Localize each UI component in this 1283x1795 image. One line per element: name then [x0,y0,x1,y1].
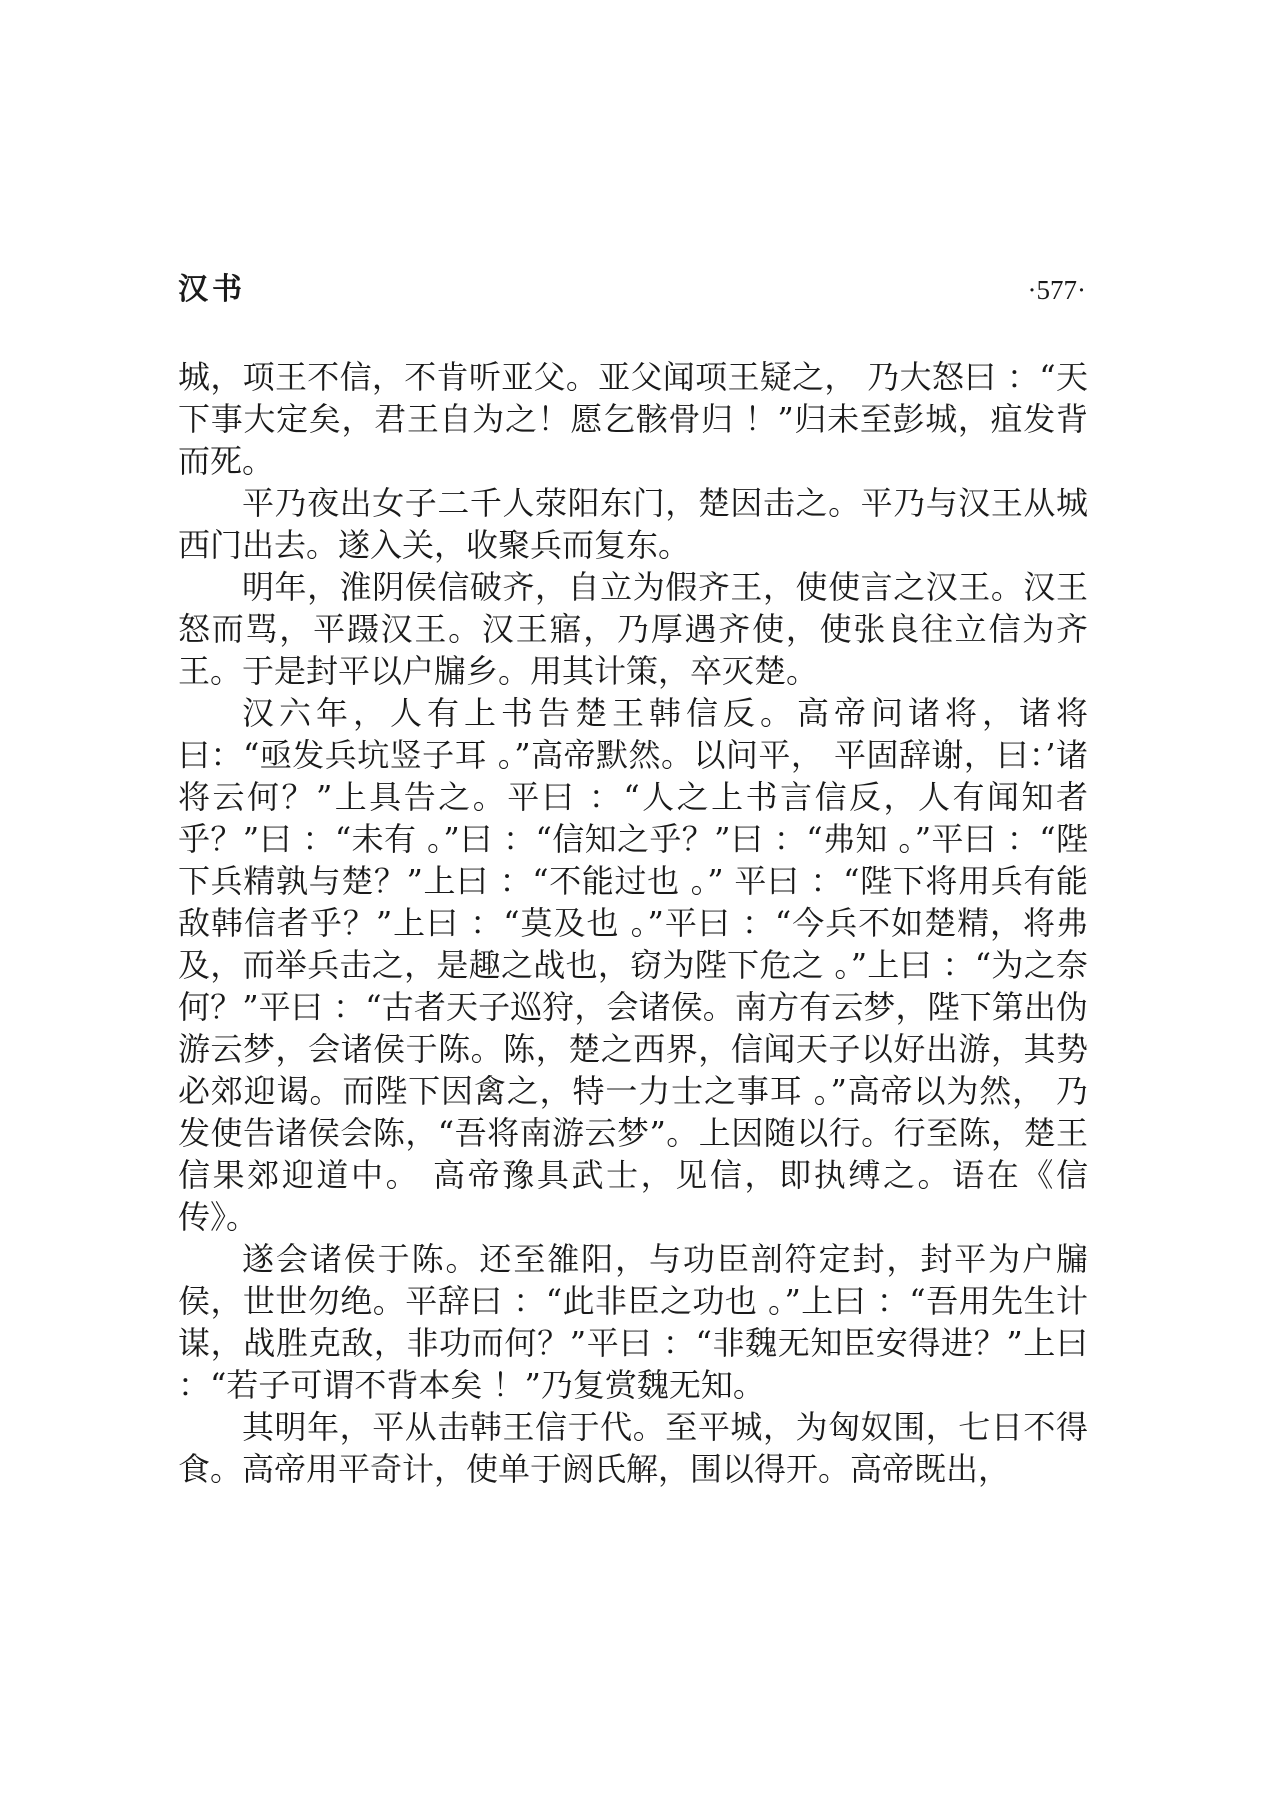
paragraph: 汉六年，人有上书告楚王韩信反。高帝问诸将，诸将曰：“亟发兵坑竖子耳 。”高帝默然。以问平， 平固辞谢，曰：’诸将云何？”上具告之。平曰 ：“人之上书言信反，人有闻知者乎？”曰 ：“未有 。”曰 ：“信知之乎？”曰 ：“弗知 。”平曰 ：“陛下兵精孰与楚？”上曰 ：“不能过也 。” 平曰 ：“陛下将用兵有能敌韩信者乎？”上曰 ：“莫及也 。”平曰 ：“今兵不如楚精，将弗及，而举兵击之，是趣之战也，窃为陛下危之 。”上曰 ：“为之奈何？”平曰 ：“古者天子巡狩，会诸侯。南方有云梦，陛下第出伪游云梦，会诸侯于陈。陈，楚之西界，信闻天子以好出游，其势必郊迎谒。而陛下因禽之，特一力士之事耳 。”高帝以为然， 乃发使告诸侯会陈，“吾将南游云梦”。上因随以行。行至陈，楚王信果郊迎道中。 高帝豫具武士，见信，即执缚之。语在《信传》。 [178,694,1088,1236]
book-title: 汉书 [178,272,246,307]
paragraph: 遂会诸侯于陈。还至雒阳，与功臣剖符定封，封平为户牖侯，世世勿绝。平辞曰 ：“此非臣之功也 。”上曰 ：“吾用先生计谋，战胜克敌，非功而何？”平曰 ：“非魏无知臣安得进？”上曰 ：“若子可谓不背本矣 ！”乃复赏魏无知。 [178,1240,1088,1404]
paragraph: 平乃夜出女子二千人荥阳东门，楚因击之。平乃与汉王从城西门出去。遂入关，收聚兵而复东。 [178,484,1088,564]
running-head [178,268,1086,312]
page-number: ·577· [1027,275,1086,305]
paragraph: 明年，淮阴侯信破齐，自立为假齐王，使使言之汉王。汉王怒而骂，平蹑汉王。汉王寤，乃厚遇齐使，使张良往立信为齐王。于是封平以户牖乡。用其计策，卒灭楚。 [178,568,1088,690]
paragraph: 其明年，平从击韩王信于代。至平城，为匈奴围，七日不得食。高帝用平奇计，使单于阏氏解，围以得开。高帝既出， [178,1408,1088,1488]
paragraph: 城，项王不信，不肯听亚父。亚父闻项王疑之， 乃大怒曰 ：“天下事大定矣，君王自为之！愿乞骸骨归 ！”归未至彭城，疽发背而死。 [178,358,1088,480]
body-text [178,356,1088,1490]
